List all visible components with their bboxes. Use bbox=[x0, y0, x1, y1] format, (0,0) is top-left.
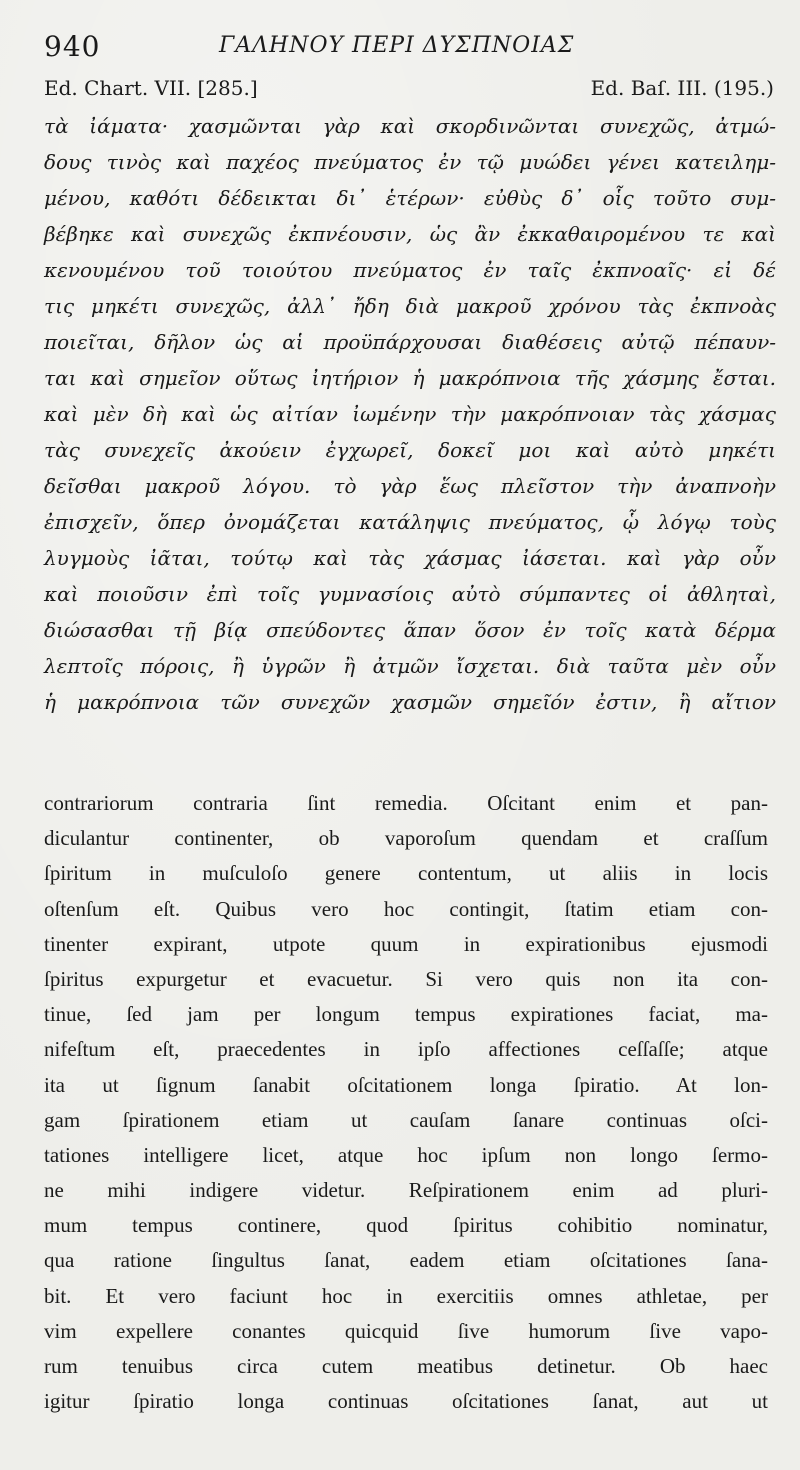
running-head bbox=[44, 30, 774, 64]
latin-text-line: contrariorum contraria ſint remedia. Oſcitant enim et pan- bbox=[44, 791, 768, 815]
edition-chartier-reference: Ed. Chart. VII. [285.] bbox=[44, 76, 258, 100]
latin-text-line: rum tenuibus circa cutem meatibus detinetur. Ob haec bbox=[44, 1354, 768, 1378]
latin-text-line: igitur ſpiratio longa continuas oſcitationes ſanat, aut ut bbox=[44, 1389, 768, 1414]
greek-text-line: κενουμένου τοῦ τοιούτου πνεύματος ἐν ταῖς ἐκπνοαῖς· εἰ δέ bbox=[44, 258, 776, 282]
greek-text-line: λεπτοῖς πόροις, ἢ ὑγρῶν ἢ ἀτμῶν ἴσχεται. διὰ ταῦτα μὲν οὖν bbox=[44, 654, 776, 678]
latin-text-block bbox=[44, 786, 768, 1419]
page-number: 940 bbox=[44, 30, 101, 63]
latin-text-line: diculantur continenter, ob vaporoſum quendam et craſſum bbox=[44, 826, 768, 851]
edition-basel-reference: Ed. Baſ. III. (195.) bbox=[590, 76, 774, 100]
latin-text-line: bit. Et vero faciunt hoc in exercitiis omnes athletae, per bbox=[44, 1283, 768, 1308]
latin-text-line: nifeſtum eſt, praecedentes in ipſo affectiones ceſſaſſe; atque bbox=[44, 1037, 768, 1062]
greek-text-line: ἐπισχεῖν, ὅπερ ὀνομάζεται κατάληψις πνεύματος, ᾧ λόγῳ τοὺς bbox=[44, 510, 776, 534]
greek-text-line: βέβηκε καὶ συνεχῶς ἐκπνέουσιν, ὡς ἂν ἐκκαθαιρομένου τε καὶ bbox=[44, 222, 776, 246]
greek-text-line: καὶ ποιοῦσιν ἐπὶ τοῖς γυμνασίοις αὐτὸ σύμπαντες οἱ ἀθληταὶ, bbox=[44, 582, 776, 606]
greek-text-line: ἡ μακρόπνοια τῶν συνεχῶν χασμῶν σημεῖόν ἐστιν, ἢ αἴτιον bbox=[44, 690, 776, 714]
latin-text-line: tinenter expirant, utpote quum in expirationibus ejusmodi bbox=[44, 931, 768, 956]
greek-text-block bbox=[44, 108, 776, 720]
latin-text-line: qua ratione ſingultus ſanat, eadem etiam oſcitationes ſana- bbox=[44, 1248, 768, 1273]
greek-text-line: δεῖσθαι μακροῦ λόγου. τὸ γὰρ ἕως πλεῖστον τὴν ἀναπνοὴν bbox=[44, 474, 776, 498]
running-title: ΓΑΛΗΝΟΥ ΠΕΡΙ ΔΥΣΠΝΟΙΑΣ bbox=[219, 33, 575, 58]
latin-text-line: ita ut ſignum ſanabit oſcitationem longa ſpiratio. At lon- bbox=[44, 1072, 768, 1097]
latin-text-line: mum tempus continere, quod ſpiritus cohibitio nominatur, bbox=[44, 1213, 768, 1238]
latin-text-line: ne mihi indigere videtur. Reſpirationem enim ad pluri- bbox=[44, 1178, 768, 1203]
greek-text-line: τὰ ἰάματα· χασμῶνται γὰρ καὶ σκορδινῶνται συνεχῶς, ἀτμώ- bbox=[44, 114, 776, 138]
latin-text-line: vim expellere conantes quicquid ſive humorum ſive vapo- bbox=[44, 1318, 768, 1343]
latin-text-line: oſtenſum eſt. Quibus vero hoc contingit, ſtatim etiam con- bbox=[44, 896, 768, 921]
greek-text-line: δους τινὸς καὶ παχέος πνεύματος ἐν τῷ μυώδει γένει κατειλημ- bbox=[44, 150, 776, 174]
greek-text-line: μένου, καθότι δέδεικται δι᾽ ἑτέρων· εὐθὺς δ᾽ οἷς τοῦτο συμ- bbox=[44, 186, 776, 210]
greek-text-line: τις μηκέτι συνεχῶς, ἀλλ᾽ ἤδη διὰ μακροῦ χρόνου τὰς ἐκπνοὰς bbox=[44, 294, 776, 318]
greek-text-line: λυγμοὺς ἰᾶται, τούτῳ καὶ τὰς χάσμας ἰάσεται. καὶ γὰρ οὖν bbox=[44, 546, 776, 570]
greek-text-line: τὰς συνεχεῖς ἀκούειν ἐγχωρεῖ, δοκεῖ μοι καὶ αὐτὸ μηκέτι bbox=[44, 438, 776, 462]
greek-text-line: καὶ μὲν δὴ καὶ ὡς αἰτίαν ἰωμένην τὴν μακρόπνοιαν τὰς χάσμας bbox=[44, 402, 776, 426]
latin-text-line: tinue, ſed jam per longum tempus expirationes faciat, ma- bbox=[44, 1002, 768, 1027]
latin-text-line: gam ſpirationem etiam ut cauſam ſanare continuas oſci- bbox=[44, 1107, 768, 1132]
latin-text-line: ſpiritum in muſculoſo genere contentum, ut aliis in locis bbox=[44, 861, 768, 886]
greek-text-line: ποιεῖται, δῆλον ὡς αἱ προϋπάρχουσαι διαθέσεις αὐτῷ πέπαυν- bbox=[44, 330, 776, 354]
greek-text-line: διώσασθαι τῇ βίᾳ σπεύδοντες ἅπαν ὅσον ἐν τοῖς κατὰ δέρμα bbox=[44, 618, 776, 642]
edition-reference-line bbox=[44, 76, 774, 104]
latin-text-line: ſpiritus expurgetur et evacuetur. Si vero quis non ita con- bbox=[44, 966, 768, 991]
greek-text-line: ται καὶ σημεῖον οὕτως ἰητήριον ἡ μακρόπνοια τῆς χάσμης ἔσται. bbox=[44, 366, 776, 390]
latin-text-line: tationes intelligere licet, atque hoc ipſum non longo ſermo- bbox=[44, 1142, 768, 1167]
